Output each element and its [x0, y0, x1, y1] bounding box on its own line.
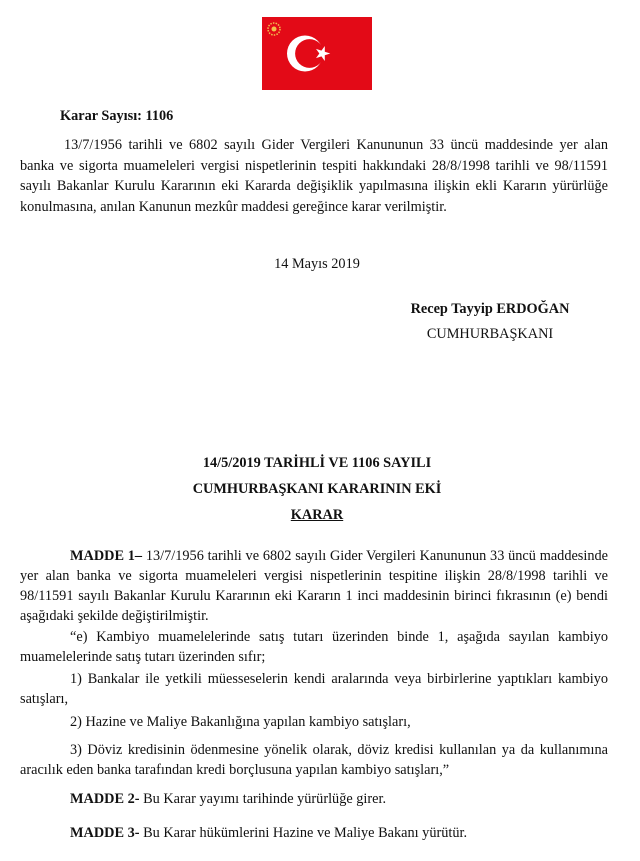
article-1 — [20, 546, 608, 626]
article-3 — [70, 825, 467, 842]
article-3-label: MADDE 3- — [70, 825, 140, 841]
signature-title: CUMHURBAŞKANI — [426, 326, 554, 342]
article-1-label: MADDE 1– — [70, 548, 143, 564]
article-1-quote-e: “e) Kambiyo muamelelerinde satış tutarı üzerinden binde 1, aşağıda sayılan kambiyo muamelelerinde satış tutarı üzerinden sıfır; — [20, 629, 608, 665]
article-1-item-3: 3) Döviz kredisinin ödenmesine yönelik olarak, döviz kredisi kullanılan ya da kullanımına aracılık eden banka tarafından kredi borçlusuna yapılan kambiyo satışları,” — [20, 742, 608, 778]
annex-title-line2: CUMHURBAŞKANI KARARININ EKİ — [192, 481, 442, 497]
turkish-flag-icon — [262, 17, 372, 90]
annex-title-line1: 14/5/2019 TARİHLİ VE 1106 SAYILI — [202, 455, 432, 471]
intro-paragraph: 13/7/1956 tarihli ve 6802 sayılı Gider Vergileri Kanununun 33 üncü maddesinde yer alan banka ve sigorta muameleleri vergisi nispetlerinin tespiti hakkındaki 28/8/1998 tarihli ve 98/11591 sayılı Bakanlar Kurulu Kararının eki Kararda değişiklik yapılmasına ilişkin ekli Kararın yürürlüğe konulmasına, anılan Kanunun mezkûr maddesi gereğince karar verilmiştir. — [20, 137, 608, 215]
article-1-text: 13/7/1956 tarihli ve 6802 sayılı Gider Vergileri Kanununun 33 üncü maddesinde yer alan banka ve sigorta muameleleri vergisi nispetlerinin tespitine ilişkin 28/8/1998 tarihli ve 98/11591 sayılı Bakanlar Kurulu Kararının eki Kararın 1 inci maddesinin birinci fıkrasının (e) bendi aşağıdaki şekilde değiştirilmiştir. — [20, 548, 608, 624]
decision-date: 14 Mayıs 2019 — [274, 256, 360, 272]
article-1-item-2: 2) Hazine ve Maliye Bakanlığına yapılan kambiyo satışları, — [70, 714, 411, 730]
article-2-label: MADDE 2- — [70, 791, 140, 807]
article-2-text: Bu Karar yayımı tarihinde yürürlüğe girer. — [139, 791, 387, 807]
decision-number: Karar Sayısı: 1106 — [60, 108, 174, 124]
signature-name: Recep Tayyip ERDOĞAN — [410, 301, 570, 317]
article-1-item-1: 1) Bankalar ile yetkili müesseselerin kendi aralarında veya birbirlerine yaptıkları kambiyo satışları, — [20, 671, 608, 707]
annex-title-line3: KARAR — [290, 507, 344, 523]
article-3-text: Bu Karar hükümlerini Hazine ve Maliye Bakanı yürütür. — [139, 825, 468, 841]
article-2 — [70, 791, 386, 808]
